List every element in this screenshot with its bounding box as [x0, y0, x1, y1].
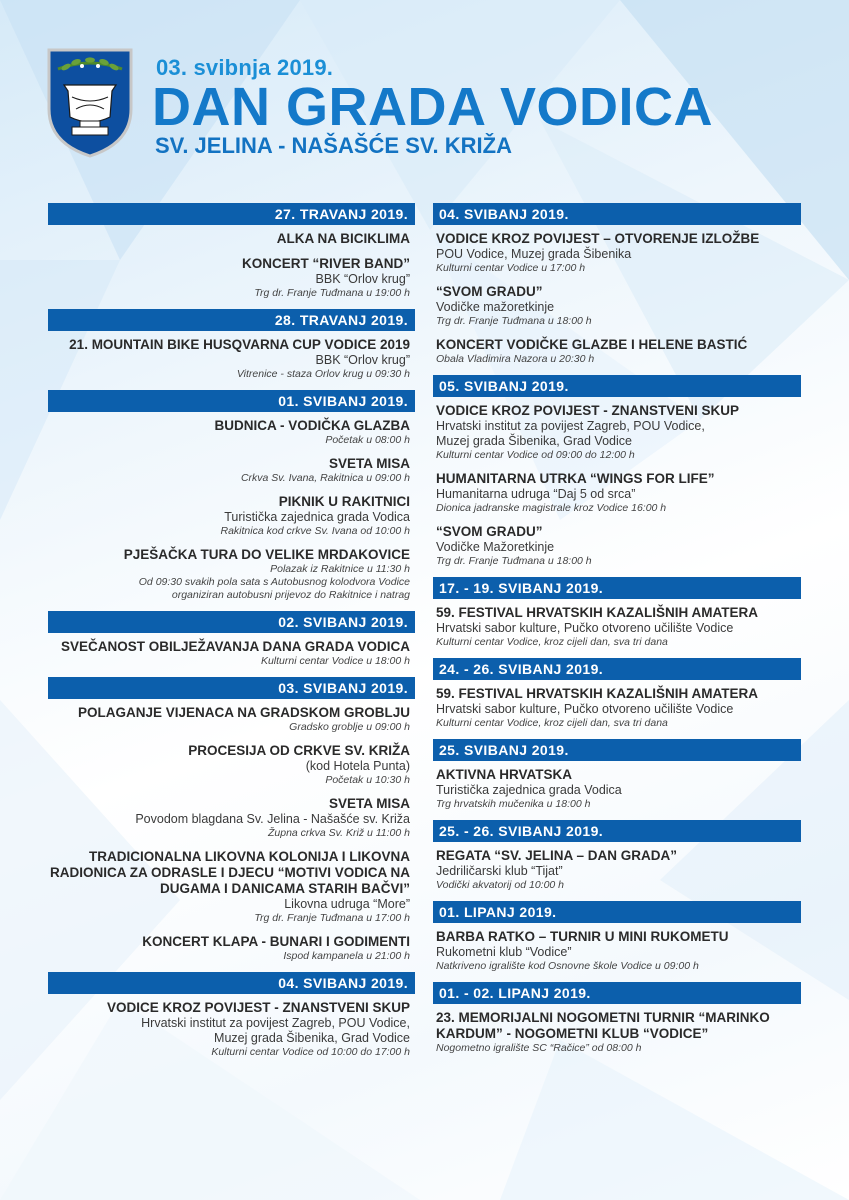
day-events: [48, 994, 415, 1059]
event-item: [436, 605, 801, 649]
right-schedule-column: [433, 203, 801, 1064]
schedule-day: [433, 901, 801, 973]
day-events: [48, 225, 415, 300]
event-item: [48, 705, 410, 734]
event-item: [436, 231, 801, 275]
event-organizer: Likovna udruga “More”: [284, 897, 410, 911]
event-location-time: Trg hrvatskih mučenika u 18:00 h: [436, 798, 591, 810]
day-events: [433, 397, 801, 568]
event-title: POLAGANJE VIJENACA NA GRADSKOM GROBLJU: [77, 705, 410, 720]
event-title: TRADICIONALNA LIKOVNA KOLONIJA I LIKOVNA RADIONICA ZA ODRASLE I DJECU “MOTIVI VODICA NA DUGAMA I DANICAMA STARIH BAČVI”: [49, 849, 410, 896]
event-organizer: Vodičke Mažoretkinje: [436, 540, 555, 554]
event-title: VODICE KROZ POVIJEST - ZNANSTVENI SKUP: [106, 1000, 410, 1015]
event-location-time: Dionica jadranske magistrale kroz Vodice 16:00 h: [436, 502, 667, 514]
event-item: [436, 524, 801, 568]
day-date-bar: 01. - 02. LIPANJ 2019.: [433, 982, 801, 1004]
day-date-bar: 25. SVIBANJ 2019.: [433, 739, 801, 761]
event-title: 23. MEMORIJALNI NOGOMETNI TURNIR “MARINKO KARDUM” - NOGOMETNI KLUB “VODICE”: [436, 1010, 770, 1041]
event-item: [436, 403, 801, 462]
day-date-bar: 24. - 26. SVIBANJ 2019.: [433, 658, 801, 680]
event-location-time: Gradsko groblje u 09:00 h: [289, 721, 410, 733]
event-item: [436, 471, 801, 515]
day-events: [48, 412, 415, 602]
event-title: HUMANITARNA UTRKA “WINGS FOR LIFE”: [436, 471, 715, 486]
event-title: AKTIVNA HRVATSKA: [436, 767, 573, 782]
schedule-day: [433, 739, 801, 811]
schedule-day: [48, 611, 415, 668]
event-location-time: Od 09:30 svakih pola sata s Autobusnog kolodvora Vodice: [138, 576, 410, 588]
schedule-day: [433, 577, 801, 649]
event-title: 21. MOUNTAIN BIKE HUSQVARNA CUP VODICE 2019: [69, 337, 410, 352]
day-date-bar: 01. LIPANJ 2019.: [433, 901, 801, 923]
event-organizer: POU Vodice, Muzej grada Šibenika: [436, 247, 632, 261]
event-title: 59. FESTIVAL HRVATSKIH KAZALIŠNIH AMATERA: [436, 605, 759, 620]
event-item: [48, 934, 410, 963]
event-title: VODICE KROZ POVIJEST - ZNANSTVENI SKUP: [436, 403, 740, 418]
event-organizer: (kod Hotela Punta): [305, 759, 410, 773]
event-organizer: Rukometni klub “Vodice”: [436, 945, 572, 959]
page-title: DAN GRADA VODICA: [152, 77, 713, 137]
event-title: REGATA “SV. JELINA – DAN GRADA”: [436, 848, 678, 863]
event-location-time: Kulturni centar Vodice u 18:00 h: [260, 655, 410, 667]
event-location-time: Župna crkva Sv. Križ u 11:00 h: [267, 827, 410, 839]
event-title: PIKNIK U RAKITNICI: [278, 494, 410, 509]
event-title: KONCERT VODIČKE GLAZBE I HELENE BASTIĆ: [436, 337, 748, 352]
event-organizer: Turistička zajednica grada Vodica: [436, 783, 622, 797]
event-item: [48, 418, 410, 447]
event-location-time: Obala Vladimira Nazora u 20:30 h: [436, 353, 595, 365]
schedule-day: [48, 390, 415, 602]
event-item: [48, 639, 410, 668]
header-date: 03. svibnja 2019.: [156, 55, 334, 80]
event-item: [436, 1010, 801, 1055]
event-organizer: Muzej grada Šibenika, Grad Vodice: [436, 434, 632, 448]
event-organizer: Hrvatski institut za povijest Zagreb, POU Vodice,: [436, 419, 705, 433]
event-item: [436, 284, 801, 328]
event-item: [48, 547, 410, 602]
day-date-bar: 03. SVIBANJ 2019.: [48, 677, 415, 699]
event-title: SVETA MISA: [328, 456, 410, 471]
event-location-time: Ispod kampanela u 21:00 h: [283, 950, 410, 962]
poster-header: [0, 0, 849, 190]
day-events: [48, 331, 415, 381]
left-schedule-column: [48, 203, 415, 1068]
day-date-bar: 01. SVIBANJ 2019.: [48, 390, 415, 412]
event-location-time: Rakitnica kod crkve Sv. Ivana od 10:00 h: [220, 525, 410, 537]
event-item: [436, 767, 801, 811]
event-organizer: Muzej grada Šibenika, Grad Vodice: [214, 1031, 410, 1045]
day-date-bar: 25. - 26. SVIBANJ 2019.: [433, 820, 801, 842]
event-organizer: Vodičke mažoretkinje: [436, 300, 555, 314]
day-date-bar: 27. TRAVANJ 2019.: [48, 203, 415, 225]
event-organizer: Hrvatski sabor kulture, Pučko otvoreno učilište Vodice: [436, 621, 734, 635]
event-location-time: Vitrenice - staza Orlov krug u 09:30 h: [236, 368, 410, 380]
day-events: [433, 761, 801, 811]
event-title: PJEŠAČKA TURA DO VELIKE MRDAKOVICE: [123, 547, 410, 562]
schedule-day: [48, 203, 415, 300]
day-events: [433, 680, 801, 730]
schedule-day: [48, 309, 415, 381]
event-item: [48, 494, 410, 538]
day-date-bar: 28. TRAVANJ 2019.: [48, 309, 415, 331]
event-item: [436, 686, 801, 730]
event-organizer: Turistička zajednica grada Vodica: [224, 510, 410, 524]
event-location-time: Početak u 08:00 h: [325, 434, 410, 446]
event-item: [436, 337, 801, 366]
event-location-time: Vodički akvatorij od 10:00 h: [436, 879, 565, 891]
schedule-day: [48, 677, 415, 963]
event-title: KONCERT “RIVER BAND”: [241, 256, 410, 271]
day-events: [433, 599, 801, 649]
event-title: ALKA NA BICIKLIMA: [276, 231, 410, 246]
event-location-time: Kulturni centar Vodice od 09:00 do 12:00 h: [436, 449, 635, 461]
day-date-bar: 02. SVIBANJ 2019.: [48, 611, 415, 633]
event-item: [48, 337, 410, 381]
event-item: [48, 456, 410, 485]
event-organizer: Hrvatski institut za povijest Zagreb, POU Vodice,: [141, 1016, 410, 1030]
event-item: [436, 929, 801, 973]
event-location-time: Nogometno igralište SC “Račice” od 08:00 h: [436, 1042, 642, 1054]
event-organizer: Humanitarna udruga “Daj 5 od srca”: [436, 487, 636, 501]
event-organizer: BBK “Orlov krug”: [315, 353, 410, 367]
event-item: [48, 231, 410, 247]
day-date-bar: 04. SVIBANJ 2019.: [433, 203, 801, 225]
event-location-time: Početak u 10:30 h: [325, 774, 410, 786]
event-location-time: Trg dr. Franje Tuđmana u 17:00 h: [254, 912, 410, 924]
event-location-time: Trg dr. Franje Tuđmana u 18:00 h: [436, 315, 592, 327]
day-events: [48, 699, 415, 963]
event-title: KONCERT KLAPA - BUNARI I GODIMENTI: [142, 934, 410, 949]
event-item: [48, 849, 410, 925]
event-title: 59. FESTIVAL HRVATSKIH KAZALIŠNIH AMATERA: [436, 686, 759, 701]
event-location-time: organiziran autobusni prijevoz do Rakitnice i natrag: [171, 589, 410, 601]
event-organizer: Povodom blagdana Sv. Jelina - Našašće sv. Križa: [135, 812, 410, 826]
event-title: SVEČANOST OBILJEŽAVANJA DANA GRADA VODICA: [60, 639, 410, 654]
day-events: [433, 225, 801, 366]
city-coat-of-arms-icon: [46, 47, 134, 159]
event-location-time: Kulturni centar Vodice, kroz cijeli dan, sva tri dana: [436, 717, 668, 729]
event-location-time: Trg dr. Franje Tuđmana u 18:00 h: [436, 555, 592, 567]
event-location-time: Polazak iz Rakitnice u 11:30 h: [270, 563, 410, 575]
schedule-day: [48, 972, 415, 1059]
event-item: [48, 1000, 410, 1059]
event-title: VODICE KROZ POVIJEST – OTVORENJE IZLOŽBE: [436, 231, 760, 246]
event-title: PROCESIJA OD CRKVE SV. KRIŽA: [188, 743, 410, 758]
event-title: “SVOM GRADU”: [436, 284, 543, 299]
event-item: [48, 796, 410, 840]
schedule-day: [433, 203, 801, 366]
event-title: SVETA MISA: [328, 796, 410, 811]
event-item: [436, 848, 801, 892]
event-organizer: Hrvatski sabor kulture, Pučko otvoreno učilište Vodice: [436, 702, 734, 716]
day-date-bar: 17. - 19. SVIBANJ 2019.: [433, 577, 801, 599]
day-events: [433, 923, 801, 973]
schedule-day: [433, 375, 801, 568]
schedule-day: [433, 982, 801, 1055]
event-organizer: BBK “Orlov krug”: [315, 272, 410, 286]
day-date-bar: 04. SVIBANJ 2019.: [48, 972, 415, 994]
event-item: [48, 256, 410, 300]
event-organizer: Jedriličarski klub “Tijat”: [436, 864, 563, 878]
event-location-time: Crkva Sv. Ivana, Rakitnica u 09:00 h: [240, 472, 410, 484]
event-title: “SVOM GRADU”: [436, 524, 543, 539]
event-location-time: Trg dr. Franje Tuđmana u 19:00 h: [254, 287, 410, 299]
event-location-time: Natkriveno igralište kod Osnovne škole Vodice u 09:00 h: [436, 960, 699, 972]
day-events: [433, 1004, 801, 1055]
schedule-day: [433, 658, 801, 730]
day-events: [433, 842, 801, 892]
page-subtitle: SV. JELINA - NAŠAŠĆE SV. KRIŽA: [155, 133, 512, 158]
day-events: [48, 633, 415, 668]
event-location-time: Kulturni centar Vodice u 17:00 h: [436, 262, 586, 274]
event-item: [48, 743, 410, 787]
day-date-bar: 05. SVIBANJ 2019.: [433, 375, 801, 397]
event-location-time: Kulturni centar Vodice, kroz cijeli dan, sva tri dana: [436, 636, 668, 648]
event-location-time: Kulturni centar Vodice od 10:00 do 17:00 h: [211, 1046, 410, 1058]
event-title: BARBA RATKO – TURNIR U MINI RUKOMETU: [436, 929, 729, 944]
event-title: BUDNICA - VODIČKA GLAZBA: [214, 418, 410, 433]
schedule-day: [433, 820, 801, 892]
